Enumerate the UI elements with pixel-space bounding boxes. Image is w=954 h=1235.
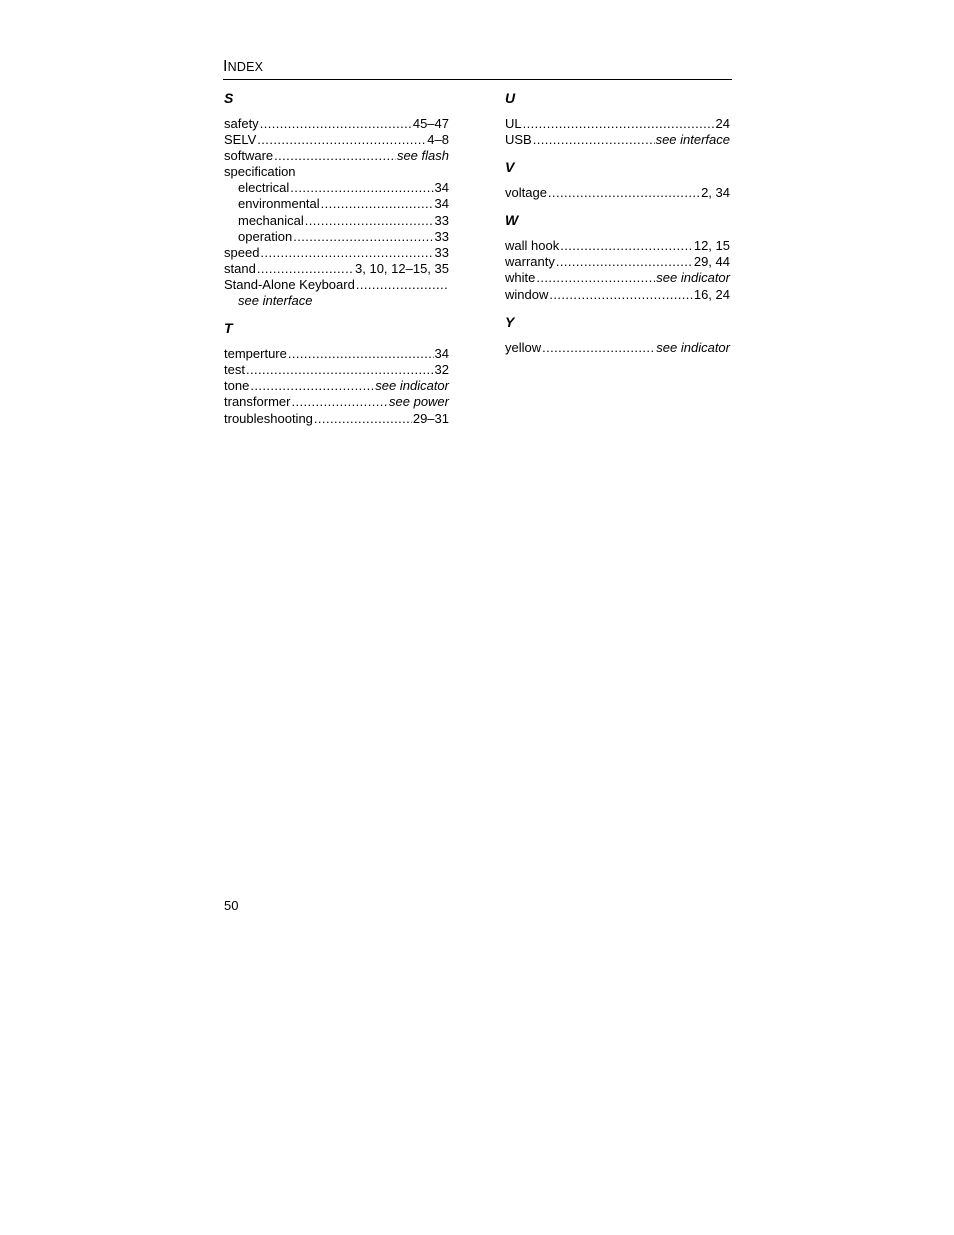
index-term: operation bbox=[238, 228, 293, 244]
index-page-ref: 34 bbox=[434, 196, 449, 212]
index-entry bbox=[224, 180, 449, 196]
index-term: yellow bbox=[505, 339, 542, 355]
index-entry bbox=[224, 132, 449, 148]
index-section-t bbox=[224, 318, 449, 426]
index-page-ref: 3, 10, 12–15, 35 bbox=[355, 260, 449, 276]
dot-leader bbox=[250, 378, 374, 394]
dot-leader bbox=[290, 180, 433, 196]
index-page-ref: 4–8 bbox=[427, 132, 449, 148]
index-section-u bbox=[505, 88, 730, 148]
index-entry bbox=[224, 378, 449, 394]
index-entry bbox=[224, 394, 449, 410]
index-entry bbox=[505, 340, 730, 356]
index-column-right bbox=[505, 88, 730, 356]
index-page-ref: see indicator bbox=[656, 270, 730, 286]
index-term: speed bbox=[224, 244, 260, 260]
index-term: test bbox=[224, 362, 245, 378]
index-page-ref: 16, 24 bbox=[693, 286, 730, 302]
index-entry bbox=[224, 245, 449, 261]
dot-leader bbox=[260, 245, 433, 261]
index-term: warranty bbox=[505, 254, 555, 270]
dot-leader bbox=[257, 132, 426, 148]
index-term: Stand-Alone Keyboard bbox=[224, 276, 355, 292]
index-section-y bbox=[505, 312, 730, 356]
index-entry bbox=[505, 116, 730, 132]
index-term: window bbox=[505, 286, 549, 302]
index-section-w bbox=[505, 210, 730, 302]
index-page-ref: 2, 34 bbox=[701, 185, 730, 201]
dot-leader bbox=[542, 340, 655, 356]
index-entry bbox=[224, 411, 449, 427]
index-term: transformer bbox=[224, 394, 291, 410]
section-letter: S bbox=[224, 90, 234, 106]
dot-leader bbox=[274, 148, 396, 164]
index-term: voltage bbox=[505, 185, 547, 201]
index-term: software bbox=[224, 148, 274, 164]
section-letter: Y bbox=[505, 313, 515, 330]
index-entry bbox=[505, 238, 730, 254]
header-title-initial: I bbox=[223, 58, 228, 75]
index-column-left bbox=[224, 88, 449, 427]
section-letter: T bbox=[224, 320, 233, 337]
dot-leader bbox=[356, 277, 448, 293]
index-entry bbox=[224, 213, 449, 229]
index-entry bbox=[224, 261, 449, 277]
index-term: SELV bbox=[224, 132, 257, 148]
index-page-ref: 32 bbox=[434, 362, 449, 378]
index-entry bbox=[224, 277, 449, 293]
index-entry bbox=[224, 362, 449, 378]
dot-leader bbox=[305, 213, 434, 229]
index-page-ref: 45–47 bbox=[412, 116, 449, 131]
index-page-ref: 34 bbox=[434, 346, 449, 362]
index-page-ref: 33 bbox=[434, 244, 449, 260]
index-entry bbox=[505, 132, 730, 148]
index-page-ref: see power bbox=[389, 394, 449, 410]
section-letter: U bbox=[505, 90, 516, 106]
dot-leader bbox=[536, 270, 655, 286]
dot-leader bbox=[549, 287, 692, 303]
section-letter: V bbox=[505, 159, 515, 176]
index-page-ref: 33 bbox=[434, 212, 449, 228]
index-term: troubleshooting bbox=[224, 410, 313, 426]
section-letter: W bbox=[505, 212, 519, 229]
index-term: mechanical bbox=[238, 212, 304, 228]
dot-leader bbox=[560, 238, 693, 254]
index-term: see interface bbox=[238, 293, 313, 309]
index-term: UL bbox=[505, 116, 522, 131]
index-page-ref: 12, 15 bbox=[693, 238, 730, 254]
header-title bbox=[223, 57, 732, 77]
index-term: environmental bbox=[238, 196, 320, 212]
index-term: stand bbox=[224, 260, 256, 276]
index-page-ref: 24 bbox=[715, 116, 730, 131]
dot-leader bbox=[246, 362, 434, 378]
header-title-rest: NDEX bbox=[227, 60, 264, 74]
dot-leader bbox=[321, 196, 434, 212]
dot-leader bbox=[291, 394, 388, 410]
index-entry bbox=[224, 196, 449, 212]
dot-leader bbox=[288, 346, 434, 362]
index-entry bbox=[224, 346, 449, 362]
dot-leader bbox=[556, 254, 693, 270]
index-page-ref: 29, 44 bbox=[693, 254, 730, 270]
index-page-ref: see flash bbox=[396, 148, 449, 164]
index-entry bbox=[224, 116, 449, 132]
index-term: tone bbox=[224, 378, 250, 394]
index-entry bbox=[505, 185, 730, 201]
index-term: safety bbox=[224, 116, 259, 131]
index-entry bbox=[505, 254, 730, 270]
index-entry bbox=[224, 164, 449, 180]
index-term: electrical bbox=[238, 180, 290, 196]
index-page-ref: 33 bbox=[434, 228, 449, 244]
index-term: temperture bbox=[224, 346, 287, 362]
dot-leader bbox=[523, 116, 715, 132]
index-page-ref: see indicator bbox=[656, 339, 730, 355]
index-entry bbox=[505, 287, 730, 303]
index-page-ref: 29–31 bbox=[412, 410, 449, 426]
dot-leader bbox=[314, 411, 412, 427]
index-entry bbox=[224, 229, 449, 245]
dot-leader bbox=[293, 229, 433, 245]
index-page-ref: see interface bbox=[655, 132, 730, 148]
dot-leader bbox=[260, 116, 412, 132]
dot-leader bbox=[257, 261, 354, 277]
page-number: 50 bbox=[224, 898, 239, 913]
index-term: specification bbox=[224, 164, 296, 180]
index-page-ref: 34 bbox=[434, 180, 449, 196]
index-term: white bbox=[505, 270, 536, 286]
index-section-s bbox=[224, 88, 449, 309]
dot-leader bbox=[548, 185, 700, 201]
dot-leader bbox=[533, 132, 655, 148]
running-header bbox=[223, 57, 732, 80]
index-entry bbox=[505, 270, 730, 286]
index-page-ref: see indicator bbox=[375, 378, 449, 394]
index-section-v bbox=[505, 157, 730, 201]
index-entry bbox=[224, 148, 449, 164]
index-entry bbox=[224, 293, 449, 309]
index-term: USB bbox=[505, 132, 532, 148]
index-term: wall hook bbox=[505, 238, 560, 254]
